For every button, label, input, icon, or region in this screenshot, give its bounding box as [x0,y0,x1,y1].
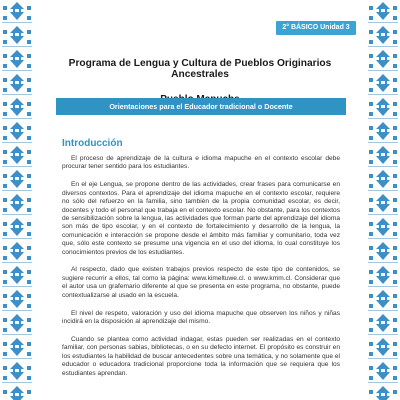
border-motif [2,218,32,239]
border-motif [2,26,32,47]
section-heading: Introducción [62,138,123,149]
grade-unit-tab: 2° BÁSICO Unidad 3 [276,21,356,35]
border-motif [368,122,398,143]
paragraph: El nivel de respeto, valoración y uso del idioma mapuche que observen los niños y niñas incidirá en la disposición al aprendizaje del mismo. [62,309,340,325]
border-motif [368,290,398,311]
border-motif [2,50,32,71]
border-motif [368,242,398,263]
border-motif [2,170,32,191]
border-motif [2,338,32,359]
border-motif [2,362,32,383]
border-motif [2,386,32,400]
border-motif [368,2,398,23]
border-motif [368,74,398,95]
border-motif [2,290,32,311]
section-banner: Orientaciones para el Educador tradicional o Docente [56,98,346,115]
border-motif [2,122,32,143]
paragraph: En el eje Lengua, se propone dentro de las actividades, crear frases para comunicarse en diversos contextos. Para el aprendizaje del idioma mapuche en el contexto escolar, requiere no sólo del refuerzo en la familia, sino también de la propia comunidad escolar, es decir, docentes y todo el personal que trabaja en el contexto escolar. No obstante, para los contextos de sensibilización sobre la lengua, las actividades que forman parte del aprendizaje del idioma son más de tipo escolar, y en el contexto de fortalecimiento y desarrollo de la lengua, la comunicación e interacción se propone desde el ámbito más familiar y comunitario, toda vez que, sólo este contexto se presume una vigencia en el uso del idioma, lo cual constituye los conocimientos previos de los estudiantes. [62,181,340,256]
program-title: Programa de Lengua y Cultura de Pueblos Originarios Ancestrales [68,58,332,80]
body-text [62,155,340,387]
border-motif [2,146,32,167]
border-motif [368,266,398,287]
border-motif [368,170,398,191]
right-decorative-border [366,0,400,400]
border-motif [368,146,398,167]
left-decorative-border [0,0,34,400]
left-border-pattern [0,0,34,400]
border-motif [2,242,32,263]
border-motif [368,314,398,335]
border-motif [2,194,32,215]
border-motif [2,74,32,95]
border-motif [368,218,398,239]
border-motif [368,338,398,359]
paragraph: El proceso de aprendizaje de la cultura e idioma mapuche en el contexto escolar debe procurar tener sentido para los estudiantes. [62,155,340,171]
paragraph: Cuando se plantea como actividad indagar, estas pueden ser realizadas en el contexto familiar, con personas sabias, bibliotecas, o en su defecto internet. El propósito es construir en los estudiantes la habilidad de buscar antecedentes sobre una temática, y no solamente que el educador o educadora tradicional proporcione toda la información que se requiera que los estudiantes aprendan. [62,335,340,377]
border-motif [368,194,398,215]
border-motif [2,2,32,23]
border-motif [368,386,398,400]
border-motif [2,98,32,119]
border-motif [368,362,398,383]
paragraph: Al respecto, dado que existen trabajos previos respecto de este tipo de contenidos, se sugiere recurrir a ellos, tal como la página: www.kimeltuwe.cl. o www.kmm.cl. Considerar que el autor usa un grafemario diferente al que se presenta en este programa, no obstante, puede contextualizarse al usado en la escuela. [62,266,340,299]
border-motif [2,266,32,287]
border-motif [368,50,398,71]
border-motif [368,98,398,119]
right-border-pattern [366,0,400,400]
border-motif [2,314,32,335]
border-motif [368,26,398,47]
